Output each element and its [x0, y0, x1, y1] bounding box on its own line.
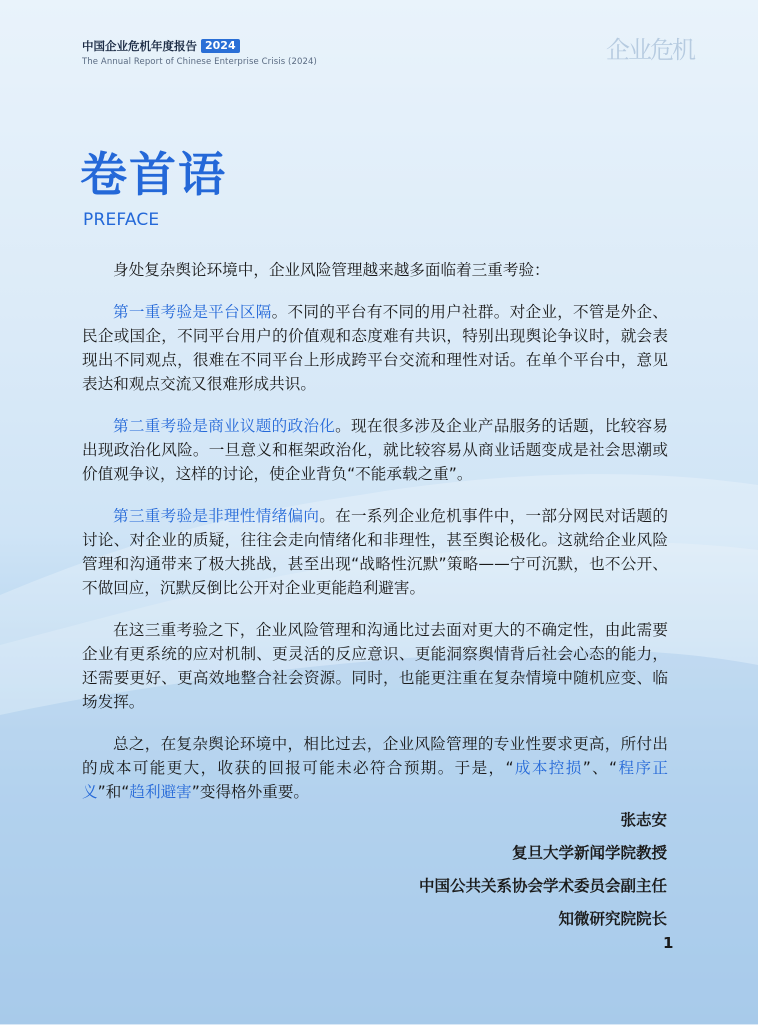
- signature-block: [419, 804, 667, 936]
- report-header: [82, 38, 317, 67]
- paragraph-text: 。不同的平台有不同的用户社群。对企业，不管是外企、民企或国企，不同平台用户的价值观和态度难有共识，特别出现舆论争议时，就会表现出不同观点，很难在不同平台上形成跨平台交流和理性对话。在单个平台中，意见表达和观点交流又很难形成共识。: [82, 303, 668, 393]
- author-name: 张志安: [620, 811, 667, 829]
- closing-term: 成本控损: [513, 759, 583, 777]
- paragraph-test-3: [82, 504, 668, 600]
- closing-text: 总之，在复杂舆论环境中，相比过去，企业风险管理的专业性要求更高，所付出的成本可能更大，收获的回报可能未必符合预期。于是，“: [82, 735, 668, 777]
- report-year-badge: 2024: [201, 39, 240, 53]
- paragraph-text: 。在一系列企业危机事件中，一部分网民对话题的讨论、对企业的质疑，往往会走向情绪化和非理性，甚至舆论极化。这就给企业风险管理和沟通带来了极大挑战，甚至出现“战略性沉默”策略——宁可沉默，也不公开、不做回应，沉默反倒比公开对企业更能趋利避害。: [82, 507, 668, 597]
- report-title-en: The Annual Report of Chinese Enterprise Crisis (2024): [82, 57, 317, 67]
- closing-text: ”、“: [582, 759, 618, 777]
- preface-subtitle: PREFACE: [83, 210, 160, 230]
- preface-title: 卷首语: [80, 148, 227, 203]
- report-title-cn: [82, 38, 317, 54]
- paragraph-test-1: [82, 300, 668, 396]
- paragraph-intro: [82, 258, 668, 282]
- paragraph-text: 。现在很多涉及企业产品服务的话题，比较容易出现政治化风险。一旦意义和框架政治化，就比较容易从商业话题变成是社会思潮或价值观争议，这样的讨论，使企业背负“不能承载之重”。: [82, 417, 668, 483]
- preface-body: [82, 258, 668, 822]
- author-role-2: 中国公共关系协会学术委员会副主任: [418, 877, 667, 895]
- author-role-1: 复旦大学新闻学院教授: [511, 844, 667, 862]
- page-number: 1: [663, 934, 674, 952]
- report-title-cn-text: 中国企业危机年度报告: [82, 39, 197, 53]
- paragraph-test-2: [82, 414, 668, 486]
- paragraph-closing: [82, 732, 668, 804]
- author-role-3: 知微研究院院长: [558, 910, 667, 928]
- paragraph-lead: 第三重考验是非理性情绪偏向: [113, 507, 320, 525]
- closing-text: ”和“: [97, 783, 130, 801]
- paragraph-lead: 第一重考验是平台区隔: [113, 303, 272, 321]
- closing-term: 程序正义: [82, 759, 668, 801]
- paragraph-response: [82, 618, 668, 714]
- paragraph-text: 在这三重考验之下，企业风险管理和沟通比过去面对更大的不确定性，由此需要企业有更系统的应对机制、更灵活的反应意识、更能洞察舆情背后社会心态的能力，还需要更好、更高效地整合社会资源。同时，也能更注重在复杂情境中随机应变、临场发挥。: [82, 621, 668, 711]
- paragraph-text: 身处复杂舆论环境中，企业风险管理越来越多面临着三重考验：: [113, 261, 550, 279]
- report-logo: 企业危机: [606, 36, 694, 64]
- closing-text: ”变得格外重要。: [191, 783, 310, 801]
- paragraph-lead: 第二重考验是商业议题的政治化: [113, 417, 336, 435]
- closing-term: 趋利避害: [129, 783, 192, 801]
